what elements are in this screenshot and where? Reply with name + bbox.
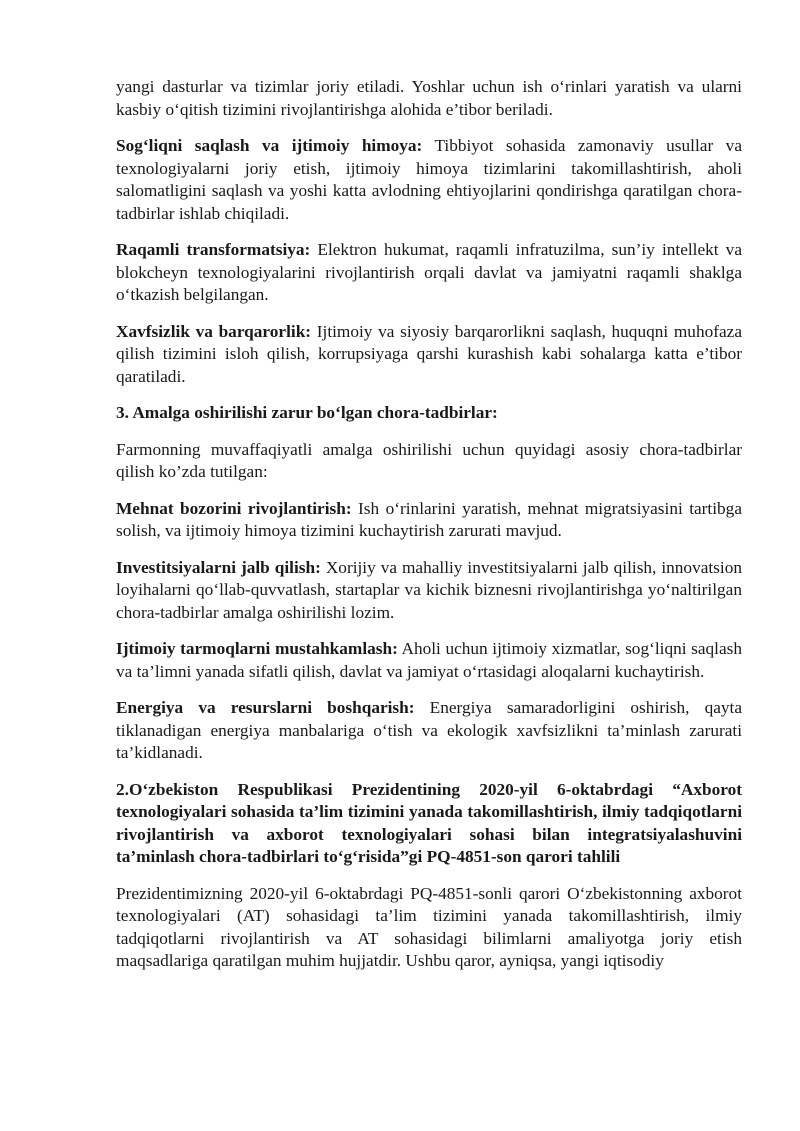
measure-lead: Investitsiyalarni jalb qilish: xyxy=(116,557,321,577)
paragraph-youth-jobs xyxy=(116,76,742,121)
paragraph-text: Elektron hukumat, raqamli infratuzilma, sun’iy intellekt va blokcheyn texnologiyalarini rivojlantirish orqali davlat va jamiyatni raqamli shaklga o‘tkazish belgilangan. xyxy=(116,240,742,304)
paragraph-lead: Raqamli transformatsiya: xyxy=(116,240,311,259)
section-heading: 3. Amalga oshirilishi zarur bo‘lgan chora-tadbirlar: xyxy=(116,403,498,422)
measure-lead: Ijtimoiy tarmoqlarni mustahkamlash: xyxy=(116,639,398,658)
measure-text: Energiya samaradorligini oshirish, qayta tiklanadigan energiya manbalariga o‘tish va ekologik xavfsizlikni ta’minlash zarurati ta’kidlanadi. xyxy=(116,698,742,762)
paragraph-lead: Xavfsizlik va barqarorlik: xyxy=(116,321,312,341)
measure-lead: Energiya va resurslarni boshqarish: xyxy=(116,698,415,717)
paragraph-security xyxy=(116,321,742,389)
document-page xyxy=(116,76,742,973)
measure-text: Ish o‘rinlarini yaratish, mehnat migratsiyasini tartibga solish, va ijtimoiy himoya tizimini kuchaytirish zarurati mavjud. xyxy=(116,498,742,540)
measure-labor-market xyxy=(116,498,742,543)
measure-text: Aholi uchun ijtimoiy xizmatlar, sog‘liqni saqlash va ta’limni yanada sifatli qilish, davlat va jamiyat o‘rtasidagi aloqalarni kuchaytirish. xyxy=(116,639,742,681)
paragraph-text: Tibbiyot sohasida zamonaviy usullar va texnologiyalarni joriy etish, ijtimoiy himoya tizimlarini takomillashtirish, aholi salomatligini saqlash va yoshi katta avlodning ehtiyojlarini qondirishga qaratilgan chora-tadbirlar ishlab chiqiladi. xyxy=(116,136,742,223)
measure-energy xyxy=(116,697,742,765)
paragraph-lead: Sog‘liqni saqlash va ijtimoiy himoya: xyxy=(116,136,423,155)
paragraph-text: yangi dasturlar va tizimlar joriy etiladi. Yoshlar uchun ish o‘rinlari yaratish va ularni kasbiy o‘qitish tizimini rivojlantirishga alohida e’tibor beriladi. xyxy=(116,77,742,119)
measure-social-sectors xyxy=(116,638,742,683)
measure-text: Xorijiy va mahalliy investitsiyalarni jalb qilish, innovatsion loyihalarni qo‘llab-quvvatlash, startaplar va kichik biznesni rivojlantirishga yo‘naltirilgan chora-tadbirlar amalga oshirilishi lozim. xyxy=(116,557,742,622)
paragraph-digital-transformation xyxy=(116,239,742,307)
paragraph-text: Ijtimoiy va siyosiy barqarorlikni saqlash, huquqni muhofaza qilish tizimini isloh qilish, korrupsiyaga qarshi kurashish kabi sohalarga katta e’tibor qaratiladi. xyxy=(116,321,742,386)
section-intro: Farmonning muvaffaqiyatli amalga oshirilishi uchun quyidagi asosiy chora-tadbirlar qilish ko’zda tutilgan: xyxy=(116,439,742,481)
decree-intro: Prezidentimizning 2020-yil 6-oktabrdagi PQ-4851-sonli qarori O‘zbekistonning axborot texnologiyalari (AT) sohasidagi ta’lim tizimini yanada takomillashtirish, ilmiy tadqiqotlarni rivojlantirish va AT sohasidagi bilimlarni amaliyotga joriy etish maqsadlariga qaratilgan muhim hujjatdir. Ushbu qaror, ayniqsa, yangi iqtisodiy xyxy=(116,883,742,970)
measure-investments xyxy=(116,557,742,625)
paragraph-healthcare xyxy=(116,135,742,225)
measure-lead: Mehnat bozorini rivojlantirish: xyxy=(116,498,352,518)
decree-title: 2.O‘zbekiston Respublikasi Prezidentining 2020-yil 6-oktabrdagi “Axborot texnologiyalari sohasida ta’lim tizimini yanada takomillashtirish, ilmiy tadqiqotlarni rivojlantirish va axborot texnologiyalari sohasi bilan integratsiyalashuvini ta’minlash chora-tadbirlari to‘g‘risida”gi PQ-4851-son qarori tahlili xyxy=(116,779,742,866)
